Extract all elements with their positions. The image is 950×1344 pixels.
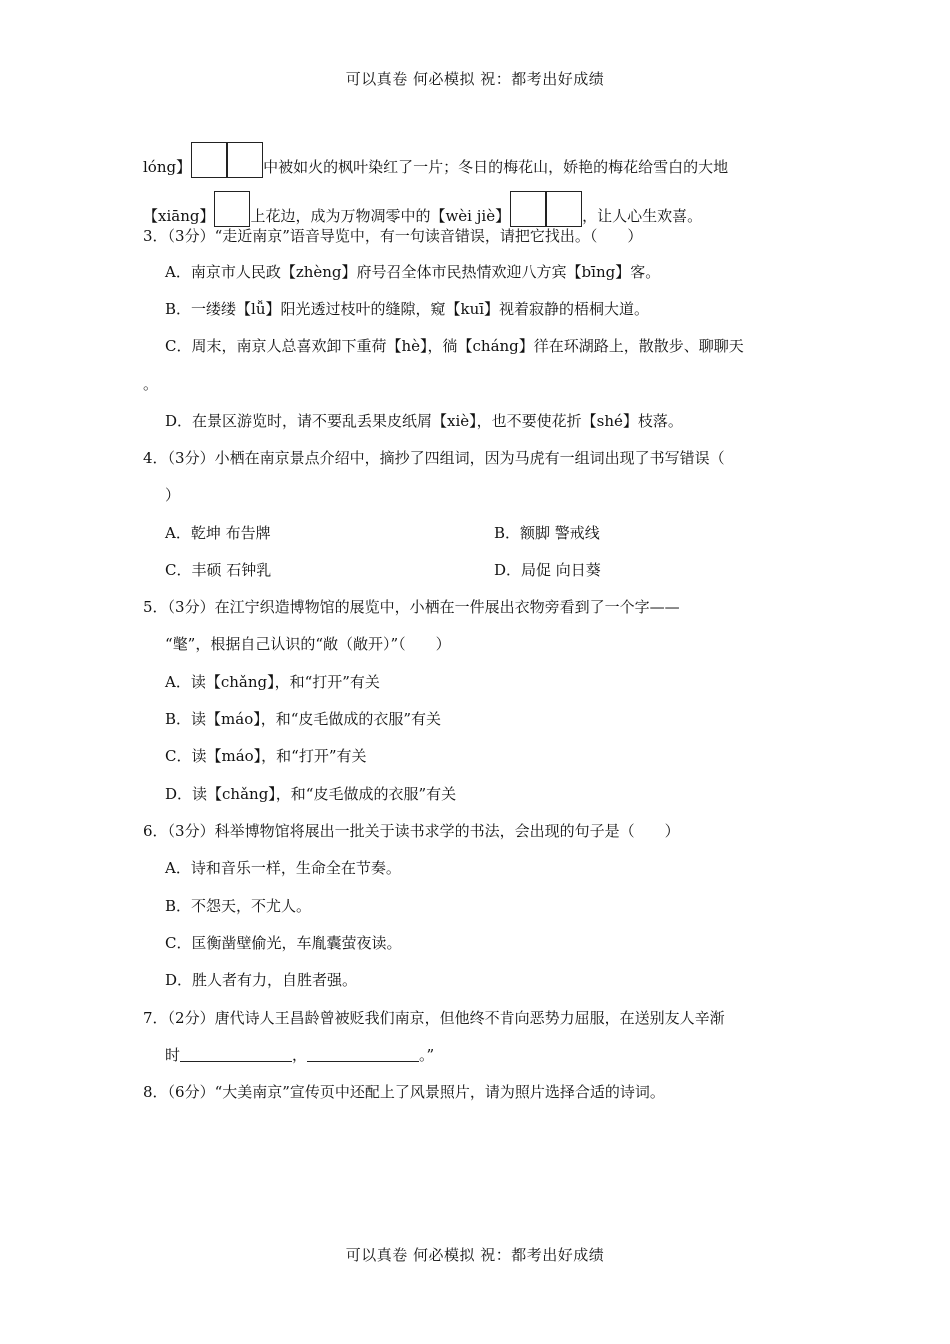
q6-stem: 6．（3分）科举博物馆将展出一批关于读书求学的书法，会出现的句子是（ ）: [143, 822, 680, 840]
q3-option-d[interactable]: D．在景区游览时，请不要乱丢果皮纸屑【xiè】，也不要使花折【shé】枝落。: [165, 412, 683, 430]
q8-stem: 8．（6分）“大美南京”宣传页中还配上了风景照片，请为照片选择合适的诗词。: [143, 1083, 665, 1101]
continuation-line-1: [143, 142, 728, 178]
q4-option-a[interactable]: A．乾坤 布告牌: [165, 524, 271, 542]
q4-option-d[interactable]: D．局促 向日葵: [494, 561, 601, 579]
q7-stem: 7．（2分）唐代诗人王昌龄曾被贬我们南京，但他终不肯向恶势力屈服，在送别友人辛渐: [143, 1009, 725, 1027]
continuation-line-2: [143, 191, 702, 227]
continuation-text-3: ，让人心生欢喜。: [582, 207, 703, 225]
answer-box[interactable]: [546, 191, 582, 227]
q6-option-b[interactable]: B．不怨天，不尤人。: [165, 897, 312, 915]
q5-option-d[interactable]: D．读【chǎng】，和“皮毛做成的衣服”有关: [165, 785, 457, 803]
q4-stem-end: ）: [165, 486, 181, 504]
q3-option-c-end: 。: [143, 375, 159, 393]
q6-option-c[interactable]: C．匡衡凿壁偷光，车胤囊萤夜读。: [165, 934, 402, 952]
q5-stem-line-2: “氅”，根据自己认识的“敞（敞开）”（ ）: [165, 635, 451, 653]
q7-text-end: 。”: [419, 1046, 435, 1064]
answer-box[interactable]: [510, 191, 546, 227]
pinyin-xiang: 【xiāng】: [143, 207, 215, 225]
q4-option-c[interactable]: C．丰硕 石钟乳: [165, 561, 272, 579]
q3-option-a[interactable]: A．南京市人民政【zhèng】府号召全体市民热情欢迎八方宾【bīng】客。: [165, 263, 661, 281]
pinyin-long: lóng】: [143, 158, 192, 176]
q3-option-c[interactable]: C．周末，南京人总喜欢卸下重荷【hè】，徜【cháng】徉在环湖路上，散散步、聊聊天: [165, 337, 744, 355]
answer-box[interactable]: [227, 142, 263, 178]
q7-text-comma: ，: [292, 1046, 308, 1064]
page-header: 可以真卷 何必模拟 祝：都考出好成绩: [345, 70, 605, 88]
q7-blank-1[interactable]: [180, 1047, 292, 1062]
q3-stem: 3．（3分）“走近南京”语音导览中，有一句读音错误，请把它找出。（ ）: [143, 227, 643, 245]
q6-option-a[interactable]: A．诗和音乐一样，生命全在节奏。: [165, 859, 401, 877]
q7-fill-line: [165, 1045, 434, 1065]
answer-box[interactable]: [191, 142, 227, 178]
q5-option-a[interactable]: A．读【chǎng】，和“打开”有关: [165, 673, 380, 691]
q5-option-b[interactable]: B．读【máo】，和“皮毛做成的衣服”有关: [165, 710, 442, 728]
answer-box-pair-1[interactable]: [191, 142, 263, 178]
q6-option-d[interactable]: D．胜人者有力，自胜者强。: [165, 971, 358, 989]
continuation-text-1: 中被如火的枫叶染红了一片；冬日的梅花山，娇艳的梅花给雪白的大地: [263, 158, 729, 176]
page-footer: 可以真卷 何必模拟 祝：都考出好成绩: [345, 1246, 605, 1264]
continuation-text-2: 上花边，成为万物凋零中的【wèi jiè】: [250, 207, 511, 225]
answer-box[interactable]: [214, 191, 250, 227]
answer-box-pair-2[interactable]: [510, 191, 582, 227]
q5-option-c[interactable]: C．读【máo】，和“打开”有关: [165, 747, 367, 765]
q4-stem: 4．（3分）小栖在南京景点介绍中，摘抄了四组词，因为马虎有一组词出现了书写错误（: [143, 449, 725, 467]
q4-option-b[interactable]: B．额脚 警戒线: [494, 524, 600, 542]
q7-blank-2[interactable]: [307, 1047, 419, 1062]
q7-text-shi: 时: [165, 1046, 181, 1064]
q5-stem: 5．（3分）在江宁织造博物馆的展览中，小栖在一件展出衣物旁看到了一个字——: [143, 598, 680, 616]
q3-option-b[interactable]: B．一缕缕【lǚ】阳光透过枝叶的缝隙，窥【kuī】视着寂静的梧桐大道。: [165, 300, 650, 318]
